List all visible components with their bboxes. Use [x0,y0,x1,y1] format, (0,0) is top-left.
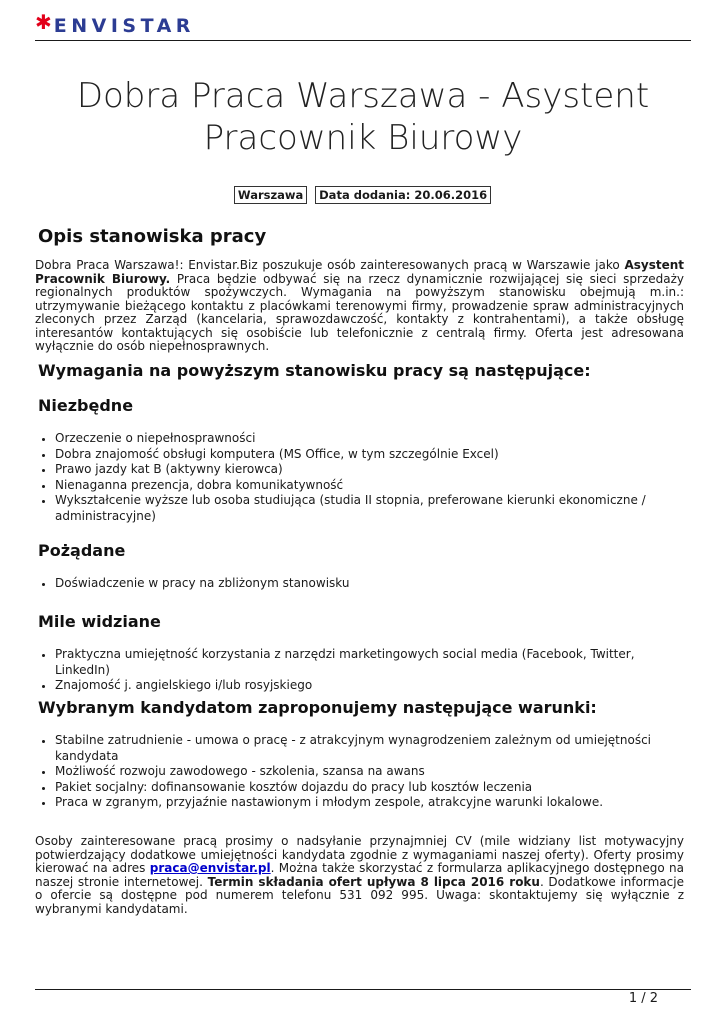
list-item: • Prawo jazdy kat B (aktywny kierowca) [55,462,684,478]
required-list [35,431,684,524]
desired-list [35,576,684,592]
job-description-section [35,226,684,354]
closing-paragraph [35,835,684,916]
list-item: • Nienaganna prezencja, dobra komunikatywność [55,478,684,494]
deadline-text: Termin składania ofert upływa 8 lipca 2016 roku [207,874,540,889]
closing-text: . Można także skorzystać z formularza aplikacyjnego dostępnego na naszej stronie internetowej. [35,861,684,889]
section-heading: Opis stanowiska pracy [38,226,267,247]
desired-section [35,541,684,592]
offer-heading: Wybranym kandydatom zaproponujemy następujące warunki: [38,698,597,717]
list-item: • Orzeczenie o niepełnosprawności [55,431,684,447]
list-item: • Doświadczenie w pracy na zbliżonym stanowisku [55,576,684,592]
description-paragraph [35,259,684,354]
list-item: • Praca w zgranym, przyjaźnie nastawionym i młodym zespole, atrakcyjne warunki lokalowe. [55,795,684,811]
requirements-heading: Wymagania na powyższym stanowisku pracy są następujące: [38,361,591,380]
title-line-1: Dobra Praca Warszawa - Asystent [76,76,650,116]
position-name: Asystent Pracownik Biurowy. [35,258,684,286]
offer-section [35,698,684,811]
page-header [35,6,691,41]
closing-section [35,835,684,916]
envistar-logo [35,6,195,37]
list-item: • Dobra znajomość obsługi komputera (MS Office, w tym szczególnie Excel) [55,447,684,463]
list-item: • Znajomość j. angielskiego i/lub rosyjskiego [55,678,684,694]
list-item: • Wykształcenie wyższe lub osoba studiująca (studia II stopnia, preferowane kierunki ekonomiczne / administracyjne) [55,493,684,524]
description-text: Dobra Praca Warszawa!: Envistar.Biz poszukuje osób zainteresowanych pracą w Warszawie jako [35,258,625,272]
meta-row [0,186,725,204]
welcome-list [35,647,684,694]
closing-text: Osoby zainteresowane pracą prosimy o nadsyłanie przynajmniej CV (mile widziany list motywacyjny potwierdzający dodatkowe umiejętności kandydata zgodnie z wymaganiami naszej oferty). Oferty prosimy kierować na adres [35,834,684,875]
page-title [35,75,691,159]
requirements-section [35,361,684,392]
list-item: • Pakiet socjalny: dofinansowanie kosztów dojazdu do pracy lub kosztów leczenia [55,780,684,796]
city-badge: Warszawa [234,186,307,204]
list-item: • Praktyczna umiejętność korzystania z narzędzi marketingowych social media (Facebook, Twitter, LinkedIn) [55,647,684,678]
required-section [35,396,684,524]
required-heading: Niezbędne [38,396,134,415]
date-badge: Data dodania: 20.06.2016 [315,186,491,204]
page-number: 1 / 2 [628,991,658,1006]
list-item: • Stabilne zatrudnienie - umowa o pracę - z atrakcyjnym wynagrodzeniem zależnym od umiejętności kandydata [55,733,684,764]
welcome-heading: Mile widziane [38,612,161,631]
offer-list [35,733,684,811]
desired-heading: Pożądane [38,541,126,560]
title-line-2: Pracownik Biurowy [203,118,523,158]
closing-text: . Dodatkowe informacje o ofercie są dostępne pod numerem telefonu 531 092 995. Uwaga: skontaktujemy się wyłącznie z wybranymi kandydatami. [35,874,684,916]
email-link[interactable]: praca@envistar.pl [149,861,271,875]
logo-text: ENVISTAR [53,15,195,37]
star-icon: ✱ [35,9,52,34]
welcome-section [35,612,684,694]
footer-divider [35,989,691,990]
description-text: Praca będzie odbywać się na rzecz dynamicznie rozwijającej się sieci sprzedaży regionalnych produktów spożywczych. Wymagania na powyższym stanowisku obejmują m.in.: utrzymywanie bieżącego kontaktu z placówkami terenowymi firmy, prowadzenie spraw administracyjnych zleconych przez Zarząd (kancelaria, sprawozdawczość, kontakty z kontrahentami), a także obsługę interesantów kontaktujących się osobiście lub telefonicznie z centralą firmy. Oferta jest adresowana wyłącznie do osób niepełnosprawnych. [35,271,685,353]
list-item: • Możliwość rozwoju zawodowego - szkolenia, szansa na awans [55,764,684,780]
